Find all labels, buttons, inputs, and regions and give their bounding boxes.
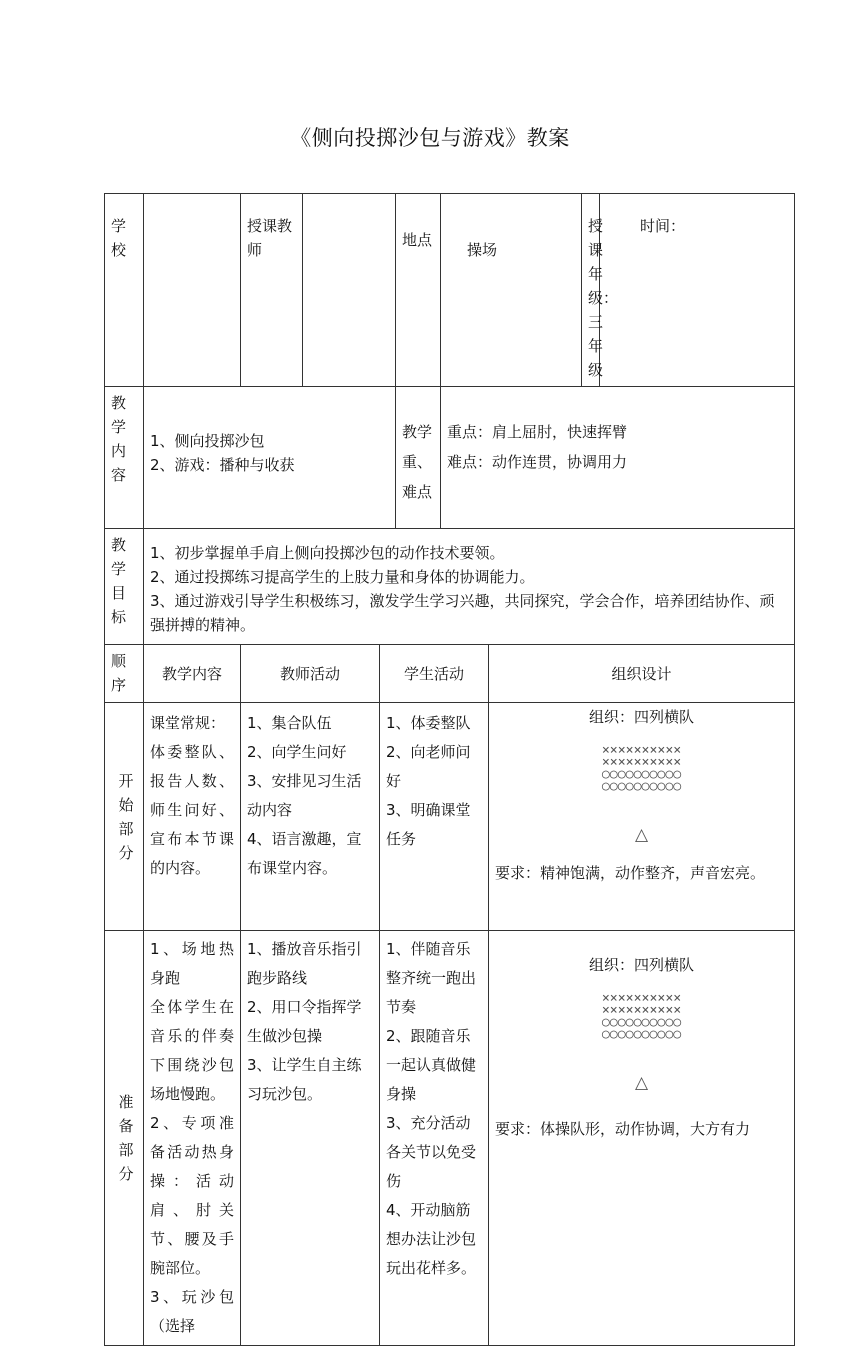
- goal-item: 3、通过游戏引导学生积极练习，激发学生学习兴趣，共同探究，学会合作，培养团结协作、顽强拼搏的精神。: [150, 592, 775, 634]
- formation-row: ○○○○○○○○○○: [601, 779, 682, 794]
- teacher-position-icon: △: [634, 825, 649, 845]
- formation-row: ××××××××××: [601, 1003, 682, 1018]
- school-label: 学校: [105, 194, 144, 387]
- column-student: 学生活动: [380, 645, 489, 703]
- goal-item: 1、初步掌握单手肩上侧向投掷沙包的动作技术要领。: [150, 544, 505, 562]
- section-student-activity: 1、体委整队 2、向老师问好 3、明确课堂任务: [380, 703, 489, 931]
- section-name: 准备部分: [105, 931, 144, 1346]
- key-point: 重点：肩上屈肘，快速挥臂: [447, 423, 628, 441]
- key-points: [441, 387, 795, 529]
- column-order: 顺序: [105, 645, 144, 703]
- content-label: 教学内容: [105, 387, 144, 529]
- goal-item: 2、通过投掷练习提高学生的上肢力量和身体的协调能力。: [150, 568, 535, 586]
- page-title: 《侧向投掷沙包与游戏》教案: [290, 126, 570, 150]
- column-content: 教学内容: [144, 645, 241, 703]
- formation-row: ○○○○○○○○○○: [601, 767, 682, 782]
- content-items: 1、侧向投掷沙包 2、游戏：播种与收获: [144, 387, 396, 529]
- difficult-point: 难点：动作连贯，协调用力: [447, 453, 628, 471]
- requirement: 要求：体操队形，动作协调，大方有力: [495, 1120, 751, 1138]
- organization-design: [489, 703, 795, 931]
- section-student-activity: 1、伴随音乐整齐统一跑出节奏 2、跟随音乐一起认真做健身操 3、充分活动各关节以免受伤 4、开动脑筋想办法让沙包玩出花样多。: [380, 931, 489, 1346]
- teacher-position-icon: △: [634, 1073, 649, 1093]
- formation-row: ××××××××××: [601, 743, 682, 758]
- key-label: 教学重、难点: [396, 387, 441, 529]
- formation-row: ××××××××××: [601, 991, 682, 1006]
- section-content: 1、场地热身跑 全体学生在音乐的伴奏下围绕沙包场地慢跑。 2、专项准备活动热身操：活动肩、肘关节、腰及手腕部位。 3、玩沙包（选择: [144, 931, 241, 1346]
- organization-design: [489, 931, 795, 1346]
- goals-label: 教学目标: [105, 529, 144, 645]
- section-teacher-activity: 1、集合队伍 2、向学生问好 3、安排见习生活动内容 4、语言激趣，宣布课堂内容。: [241, 703, 380, 931]
- formation-row: ○○○○○○○○○○: [601, 1027, 682, 1042]
- section-content: 课堂常规： 体委整队、报告人数、师生问好、宣布本节课的内容。: [144, 703, 241, 931]
- formation-row: ○○○○○○○○○○: [601, 1015, 682, 1030]
- location-value: 操场: [441, 194, 582, 387]
- organization-title: 组织：四列横队: [589, 956, 695, 974]
- goals-items: [144, 529, 795, 645]
- teacher-label: 授课教师: [241, 194, 303, 387]
- lesson-plan-table: [104, 193, 795, 1346]
- section-name: 开始部分: [105, 703, 144, 931]
- location-label: 地点: [396, 194, 441, 387]
- formation-row: ××××××××××: [601, 755, 682, 770]
- formation-diagram: [576, 993, 708, 1041]
- formation-diagram: [576, 745, 708, 793]
- school-value: [144, 194, 241, 387]
- organization-title: 组织：四列横队: [589, 708, 695, 726]
- column-design: 组织设计: [489, 645, 795, 703]
- time-label: 时间：: [600, 194, 795, 387]
- grade-label: 授 课 年级：三年级: [582, 194, 600, 387]
- teacher-value: [303, 194, 396, 387]
- requirement: 要求：精神饱满，动作整齐，声音宏亮。: [495, 864, 766, 882]
- column-teacher: 教师活动: [241, 645, 380, 703]
- section-teacher-activity: 1、播放音乐指引跑步路线 2、用口令指挥学生做沙包操 3、让学生自主练习玩沙包。: [241, 931, 380, 1346]
